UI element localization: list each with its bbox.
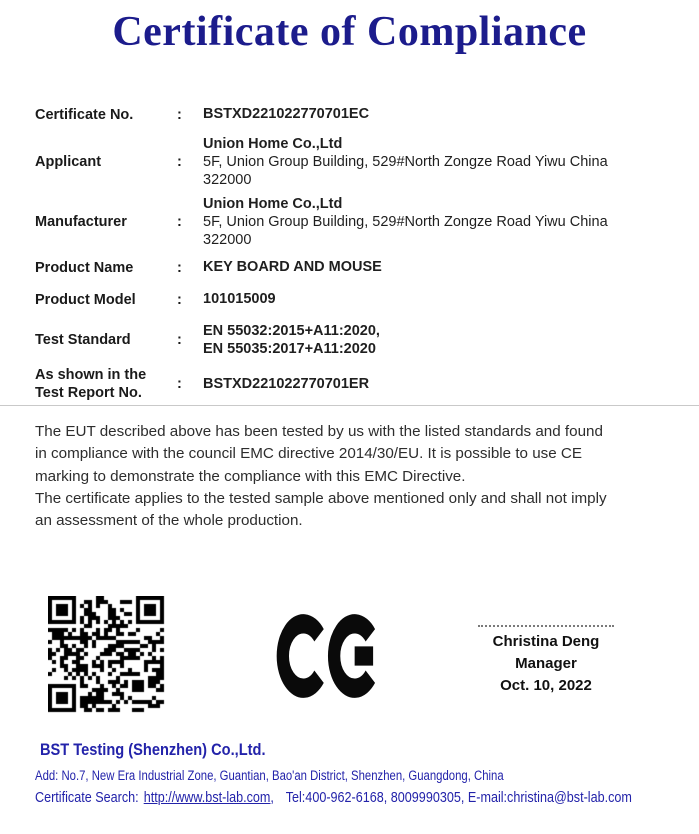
applicant-postcode: 322000 — [203, 172, 252, 188]
field-colon: : — [177, 154, 182, 170]
field-label: Test Standard — [35, 332, 131, 348]
field-colon: : — [177, 332, 182, 348]
field-label: Product Model — [35, 291, 136, 308]
field-value: 101015009 — [203, 291, 276, 307]
compliance-statement — [35, 421, 607, 532]
certificate-search-link[interactable]: http://www.bst-lab.com, — [143, 789, 274, 806]
section-divider — [0, 405, 699, 406]
field-value: BSTXD221022770701ER — [203, 376, 370, 392]
field-colon: : — [177, 376, 182, 392]
field-label: Applicant — [35, 154, 102, 170]
field-manufacturer — [35, 195, 671, 249]
test-standard-line: EN 55032:2015+A11:2020, — [203, 323, 380, 339]
test-standard-line: EN 55035:2017+A11:2020 — [203, 341, 376, 357]
footer-search-line — [35, 789, 632, 806]
field-label: Manufacturer — [35, 214, 127, 230]
manufacturer-name: Union Home Co.,Ltd — [203, 196, 343, 212]
field-test-report-no — [35, 366, 671, 402]
certificate-fields — [35, 104, 671, 402]
manufacturer-address: 5F, Union Group Building, 529#North Zongze Road Yiwu China — [203, 214, 608, 230]
field-value: BSTXD221022770701EC — [203, 106, 370, 122]
signatory-title: Manager — [515, 655, 577, 672]
certificate-title: Certificate of Compliance — [112, 9, 587, 55]
signature-date: Oct. 10, 2022 — [500, 677, 592, 694]
statement-line: in compliance with the council EMC directive 2014/30/EU. It is possible to use CE — [35, 445, 583, 463]
field-value: KEY BOARD AND MOUSE — [203, 259, 382, 275]
certificate-search-label: Certificate Search: — [35, 789, 139, 806]
signature-block — [462, 617, 630, 697]
ce-mark-icon — [276, 612, 382, 700]
applicant-address: 5F, Union Group Building, 529#North Zongze Road Yiwu China — [203, 154, 608, 170]
statement-line: The EUT described above has been tested by us with the listed standards and found — [35, 423, 603, 440]
statement-line: an assessment of the whole production. — [35, 512, 303, 530]
field-label: Product Name — [35, 259, 134, 276]
footer-address: Add: No.7, New Era Industrial Zone, Guantian, Bao'an District, Shenzhen, Guangdong, China — [35, 768, 504, 783]
statement-line: marking to demonstrate the compliance with this EMC Directive. — [35, 467, 466, 485]
field-product-model — [35, 289, 671, 310]
field-applicant — [35, 135, 671, 189]
field-label: As shown in the Test Report No. — [35, 367, 147, 401]
field-test-standard — [35, 322, 671, 358]
statement-line: The certificate applies to the tested sample above mentioned only and shall not imply — [35, 489, 607, 507]
field-certificate-no — [35, 104, 671, 125]
footer-company-name: BST Testing (Shenzhen) Co.,Ltd. — [40, 740, 266, 759]
field-colon: : — [177, 291, 182, 308]
qr-code-icon — [48, 596, 165, 713]
applicant-name: Union Home Co.,Ltd — [203, 136, 343, 152]
field-colon: : — [177, 214, 182, 230]
manufacturer-postcode: 322000 — [203, 232, 252, 248]
signature-line — [478, 625, 614, 627]
field-product-name — [35, 257, 671, 278]
footer-contact: Tel:400-962-6168, 8009990305, E-mail:christina@bst-lab.com — [285, 789, 632, 806]
field-colon: : — [177, 259, 182, 276]
field-colon: : — [177, 106, 182, 123]
field-label: Certificate No. — [35, 106, 134, 123]
signatory-name: Christina Deng — [492, 633, 600, 650]
